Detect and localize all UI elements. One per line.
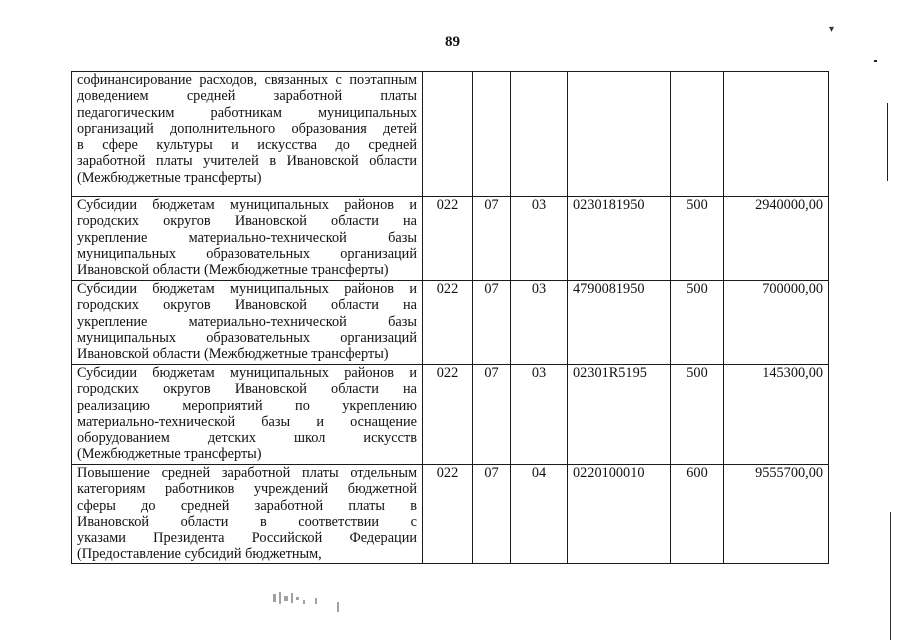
table-row xyxy=(72,72,829,197)
row-description xyxy=(72,465,423,564)
expense-type-cell: 600 xyxy=(671,465,724,564)
description-line: (Межбюджетные трансферты) xyxy=(77,446,262,463)
expense-type-cell xyxy=(671,72,724,197)
description-line: муниципальных образовательных организаций xyxy=(77,245,417,262)
description-line: указами Президента Российской Федерации xyxy=(77,530,417,547)
amount-cell xyxy=(724,72,829,197)
description-line: Субсидии бюджетам муниципальных районов и xyxy=(77,281,417,297)
description-line: сферы до средней заработной платы в xyxy=(77,497,417,514)
budget-table xyxy=(71,71,829,564)
description-line: софинансирование расходов, связанных с поэтапным xyxy=(77,72,417,88)
amount-cell: 9555700,00 xyxy=(724,465,829,564)
description-line: Ивановской области (Межбюджетные трансферты) xyxy=(77,346,389,363)
expense-type-cell: 500 xyxy=(671,281,724,365)
table-row xyxy=(72,465,829,564)
description-line: реализацию мероприятий по укреплению xyxy=(77,397,417,414)
description-line: материально-технической базы и оснащение xyxy=(77,413,417,430)
target-article-cell xyxy=(568,72,671,197)
description-line: укрепление материально-технической базы xyxy=(77,313,417,330)
subsection-code-cell xyxy=(511,72,568,197)
scan-edge-line-lower xyxy=(890,512,891,640)
row-description xyxy=(72,197,423,281)
scan-smudge xyxy=(265,590,355,618)
table-row xyxy=(72,365,829,465)
description-line: (Межбюджетные трансферты) xyxy=(77,169,262,186)
scan-mark: ▾ xyxy=(829,24,835,35)
description-line: Повышение средней заработной платы отдельным xyxy=(77,465,417,481)
ministry-code-cell: 022 xyxy=(423,197,473,281)
description-line: (Предоставление субсидий бюджетным, xyxy=(77,546,322,563)
section-code-cell: 07 xyxy=(473,281,511,365)
ministry-code-cell: 022 xyxy=(423,281,473,365)
section-code-cell: 07 xyxy=(473,197,511,281)
description-line: оборудованием детских школ искусств xyxy=(77,430,417,447)
ministry-code-cell: 022 xyxy=(423,365,473,465)
row-description xyxy=(72,365,423,465)
ministry-code-cell: 022 xyxy=(423,465,473,564)
amount-cell: 700000,00 xyxy=(724,281,829,365)
target-article-cell: 0230181950 xyxy=(568,197,671,281)
table-row xyxy=(72,281,829,365)
description-line: в сфере культуры и искусства до средней xyxy=(77,137,417,154)
description-line: Субсидии бюджетам муниципальных районов и xyxy=(77,197,417,213)
row-description xyxy=(72,281,423,365)
target-article-cell: 0220100010 xyxy=(568,465,671,564)
scan-edge-line xyxy=(887,103,888,181)
subsection-code-cell: 03 xyxy=(511,281,568,365)
subsection-code-cell: 03 xyxy=(511,197,568,281)
amount-cell: 2940000,00 xyxy=(724,197,829,281)
description-line: категориям работников учреждений бюджетной xyxy=(77,481,417,498)
description-line: городских округов Ивановской области на xyxy=(77,297,417,314)
description-line: педагогическим работникам муниципальных xyxy=(77,104,417,121)
description-line: укрепление материально-технической базы xyxy=(77,229,417,246)
target-article-cell: 02301R5195 xyxy=(568,365,671,465)
description-line: доведением средней заработной платы xyxy=(77,88,417,105)
scan-speck xyxy=(874,60,877,62)
section-code-cell xyxy=(473,72,511,197)
description-line: Ивановской области в соответствии с xyxy=(77,513,417,530)
section-code-cell: 07 xyxy=(473,365,511,465)
description-line: организаций дополнительного образования детей xyxy=(77,120,417,137)
table-row xyxy=(72,197,829,281)
description-line: Субсидии бюджетам муниципальных районов и xyxy=(77,365,417,381)
amount-cell: 145300,00 xyxy=(724,365,829,465)
description-line: городских округов Ивановской области на xyxy=(77,381,417,398)
expense-type-cell: 500 xyxy=(671,365,724,465)
description-line: муниципальных образовательных организаций xyxy=(77,329,417,346)
target-article-cell: 4790081950 xyxy=(568,281,671,365)
subsection-code-cell: 04 xyxy=(511,465,568,564)
row-description xyxy=(72,72,423,197)
description-line: заработной платы учителей в Ивановской области xyxy=(77,153,417,170)
ministry-code-cell xyxy=(423,72,473,197)
expense-type-cell: 500 xyxy=(671,197,724,281)
page-number: 89 xyxy=(445,34,460,50)
section-code-cell: 07 xyxy=(473,465,511,564)
description-line: городских округов Ивановской области на xyxy=(77,213,417,230)
description-line: Ивановской области (Межбюджетные трансферты) xyxy=(77,262,389,279)
subsection-code-cell: 03 xyxy=(511,365,568,465)
